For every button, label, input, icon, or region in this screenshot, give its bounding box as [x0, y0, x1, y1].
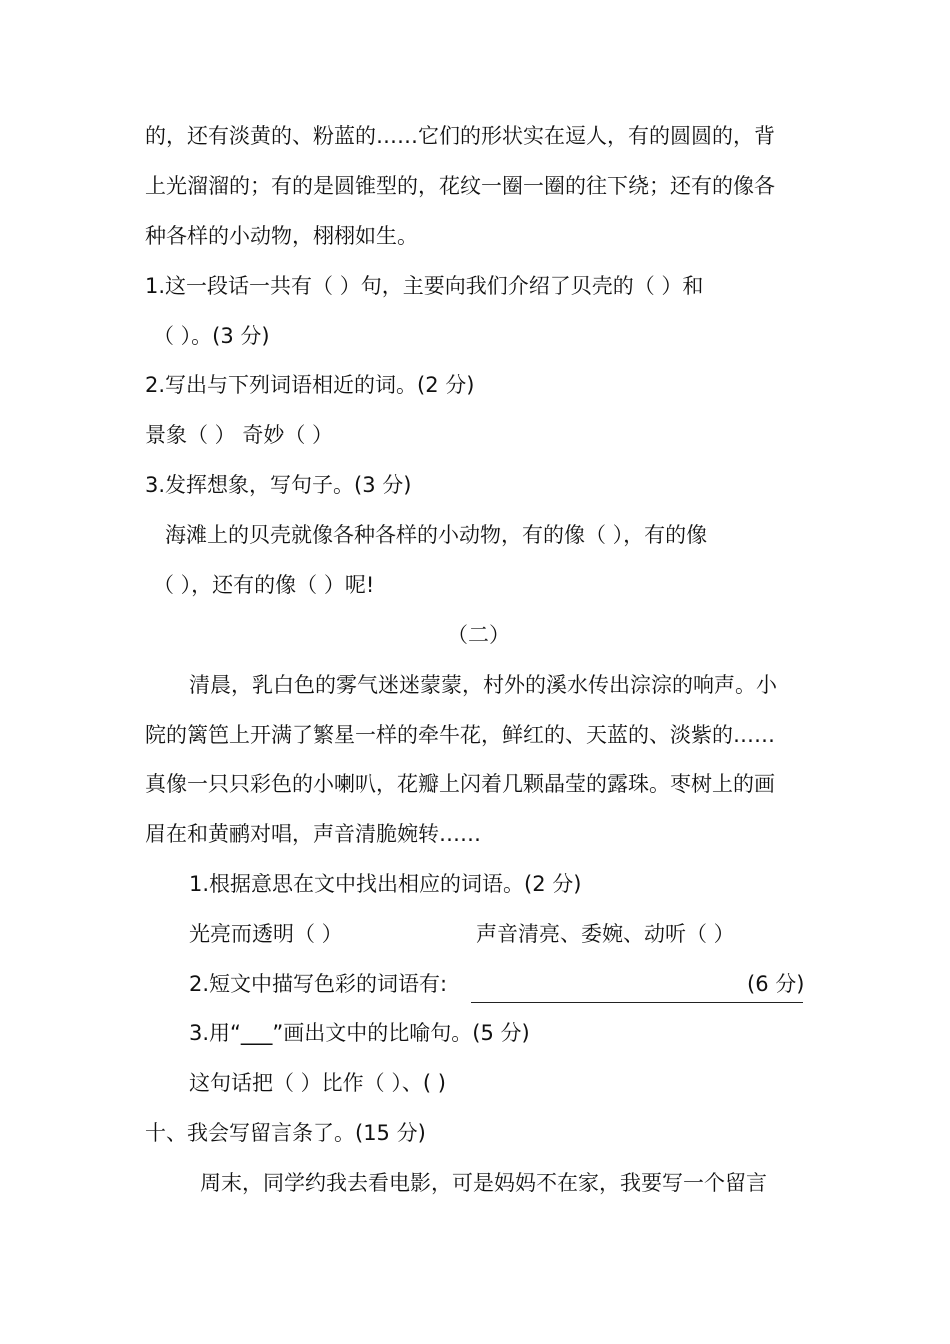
- section2-question1-item-1: 光亮而透明（ ）: [189, 922, 343, 946]
- section2-paragraph-line-1: 清晨，乳白色的雾气迷迷蒙蒙，村外的溪水传出淙淙的响声。小: [189, 673, 777, 697]
- answer-underline[interactable]: [471, 1002, 803, 1003]
- section2-question1-item-2: 声音清亮、委婉、动听（ ）: [476, 922, 735, 946]
- section2-question1-title: 1.根据意思在文中找出相应的词语。(2 分): [189, 872, 582, 896]
- question2-title: 2.写出与下列词语相近的词。(2 分): [145, 373, 475, 397]
- question1-line-1: 1.这一段话一共有（ ）句，主要向我们介绍了贝壳的（ ）和: [145, 274, 704, 298]
- passage1-line-3: 种各样的小动物，栩栩如生。: [145, 224, 418, 248]
- section2-heading: （二）: [447, 623, 510, 647]
- section2-paragraph-line-2: 院的篱笆上开满了繁星一样的牵牛花，鲜红的、天蓝的、淡紫的……: [145, 723, 775, 747]
- question3-line-1: 海滩上的贝壳就像各种各样的小动物，有的像（ ），有的像: [165, 523, 708, 547]
- section2-paragraph-line-4: 眉在和黄鹂对唱，声音清脆婉转……: [145, 822, 481, 846]
- question1-line-2: （ ）。(3 分): [153, 324, 270, 348]
- section10-line-1: 周末，同学约我去看电影，可是妈妈不在家，我要写一个留言: [200, 1171, 767, 1195]
- section2-question3-title: 3.用“___”画出文中的比喻句。(5 分): [189, 1021, 530, 1045]
- section2-question3-line: 这句话把（ ）比作（ ）、( ): [189, 1071, 446, 1095]
- section10-title: 十、我会写留言条了。(15 分): [145, 1121, 426, 1145]
- question3-line-2: （ ），还有的像（ ）呢!: [153, 573, 375, 597]
- passage1-line-1: 的，还有淡黄的、粉蓝的……它们的形状实在逗人，有的圆圆的，背: [145, 124, 775, 148]
- section2-question2-text: 2.短文中描写色彩的词语有:: [189, 972, 448, 996]
- question3-title: 3.发挥想象，写句子。(3 分): [145, 473, 412, 497]
- section2-paragraph-line-3: 真像一只只彩色的小喇叭，花瓣上闪着几颗晶莹的露珠。枣树上的画: [145, 772, 775, 796]
- question2-items: 景象（ ） 奇妙（ ）: [145, 423, 334, 447]
- passage1-line-2: 上光溜溜的；有的是圆锥型的，花纹一圈一圈的往下绕；还有的像各: [145, 174, 775, 198]
- section2-question2-score: (6 分): [747, 972, 805, 996]
